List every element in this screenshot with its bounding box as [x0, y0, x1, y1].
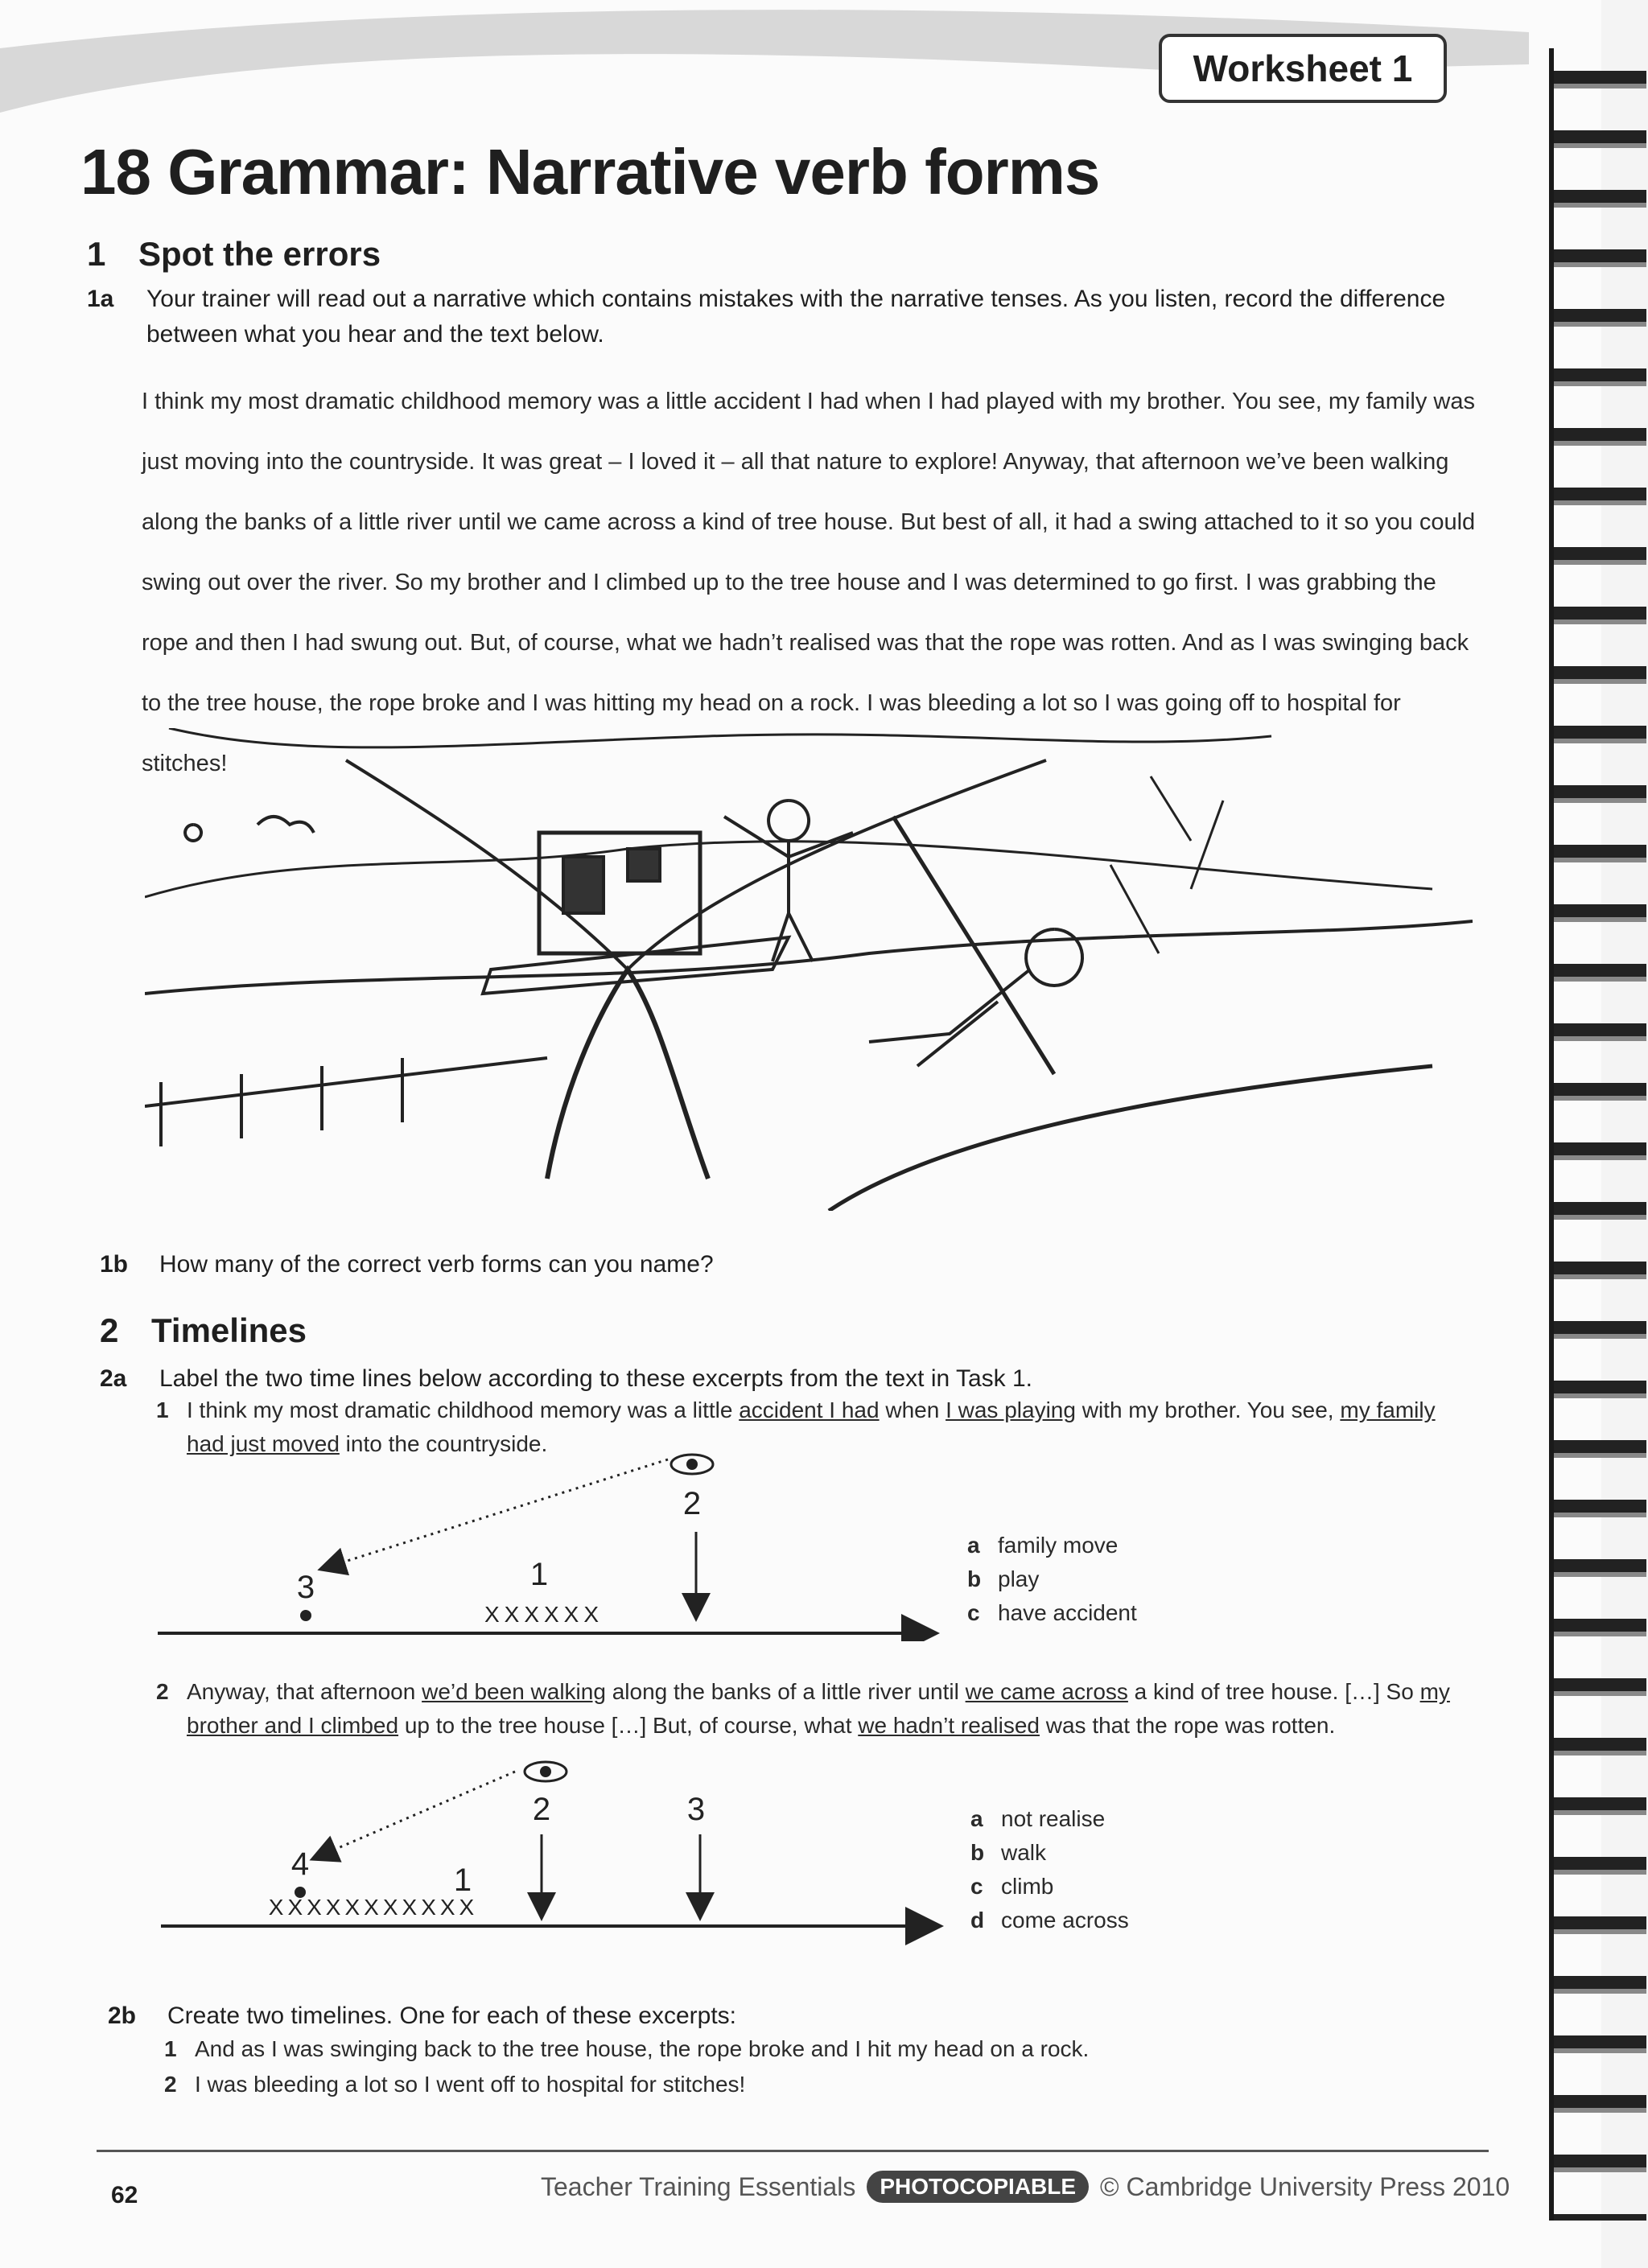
- task-2a: 2a Label the two time lines below according to these excerpts from the text in Task 1.: [100, 1365, 1033, 1392]
- legend-item: d come across: [970, 1908, 1129, 1933]
- timeline-1-mark-1: 1: [529, 1557, 549, 1592]
- legend-item: c climb: [970, 1874, 1054, 1899]
- timeline-2-mark-2: 2: [532, 1792, 551, 1827]
- section-2-heading: 2 Timelines: [100, 1311, 307, 1349]
- copyright: © Cambridge University Press 2010: [1100, 2171, 1510, 2201]
- page-title: 18 Grammar: Narrative verb forms: [80, 136, 1100, 208]
- task-1b: 1b How many of the correct verb forms can you name?: [100, 1251, 714, 1278]
- photocopiable-badge: PHOTOCOPIABLE: [867, 2171, 1089, 2203]
- timeline-1-progress-xs: XXXXXX: [484, 1602, 604, 1627]
- legend-item: a family move: [967, 1533, 1119, 1558]
- timeline-1-mark-3: 3: [296, 1570, 315, 1605]
- task-2b: 2b Create two timelines. One for each of these excerpts:: [108, 2003, 737, 2029]
- task-2b-item: 2 I was bleeding a lot so I went off to hospital for stitches!: [164, 2072, 746, 2097]
- legend-item: a not realise: [970, 1806, 1106, 1831]
- timeline-2-progress-xs: XXXXXXXXXXX: [268, 1895, 479, 1920]
- treehouse-illustration: [145, 728, 1473, 1211]
- timeline-2-mark-1: 1: [453, 1863, 472, 1898]
- narrative-line: to the tree house, the rope broke and I was hitting my head on a rock. I was bleeding a lot so I was going off to hospital for stitches!: [142, 690, 1401, 776]
- legend-item: b walk: [970, 1840, 1047, 1865]
- narrative-line: I think my most dramatic childhood memory was a little accident I had when I had played with my brother. You see, my family was: [142, 389, 1475, 414]
- legend-item: c have accident: [967, 1600, 1137, 1625]
- narrative-line: rope and then I had swung out. But, of course, what we hadn’t realised was that the rope was rotten. And as I was swinging back: [142, 630, 1469, 656]
- footer-divider: [97, 2150, 1489, 2152]
- worksheet-label: Worksheet 1: [1159, 34, 1447, 103]
- task-2b-item: 1 And as I was swinging back to the tree house, the rope broke and I hit my head on a rock.: [164, 2036, 1090, 2061]
- legend-item: b play: [967, 1566, 1040, 1591]
- excerpt-1: 1 I think my most dramatic childhood memory was a little accident I had when I was playing with my brother. You see, my family had just moved into the countryside.: [156, 1397, 1436, 1456]
- spiral-binding: [1549, 48, 1646, 2221]
- narrative-line: along the banks of a little river until we came across a kind of tree house. But best of all, it had a swing attached to it so you could: [142, 509, 1476, 535]
- timeline-2-mark-4: 4: [290, 1846, 310, 1882]
- footer-credit: [541, 2171, 1510, 2203]
- task-1a: 1a Your trainer will read out a narrative which contains mistakes with the narrative tenses. As you listen, record the difference between what you hear and the text below.: [87, 286, 1446, 348]
- page-number: 62: [111, 2182, 138, 2208]
- timeline-2-mark-3: 3: [686, 1792, 706, 1827]
- book-title: Teacher Training Essentials: [541, 2171, 856, 2201]
- timeline-2: [153, 1754, 958, 1947]
- section-1-heading: 1 Spot the errors: [87, 235, 381, 273]
- timeline-1-legend: [967, 1529, 1137, 1630]
- narrative-line: just moving into the countryside. It was great – I loved it – all that nature to explore! Anyway, that afternoon we’ve been walking: [142, 449, 1449, 475]
- excerpt-2: 2 Anyway, that afternoon we’d been walking along the banks of a little river until we came across a kind of tree house. […] So my brother and I climbed up to the tree house […] But, of course, what we hadn’t realised was that the rope was rotten.: [156, 1679, 1450, 1738]
- timeline-2-legend: [970, 1802, 1129, 1937]
- narrative-line: swing out over the river. So my brother and I climbed up to the tree house and I was determined to go first. I was grabbing the: [142, 570, 1436, 595]
- timeline-1: [153, 1448, 958, 1641]
- timeline-1-mark-2: 2: [682, 1486, 702, 1521]
